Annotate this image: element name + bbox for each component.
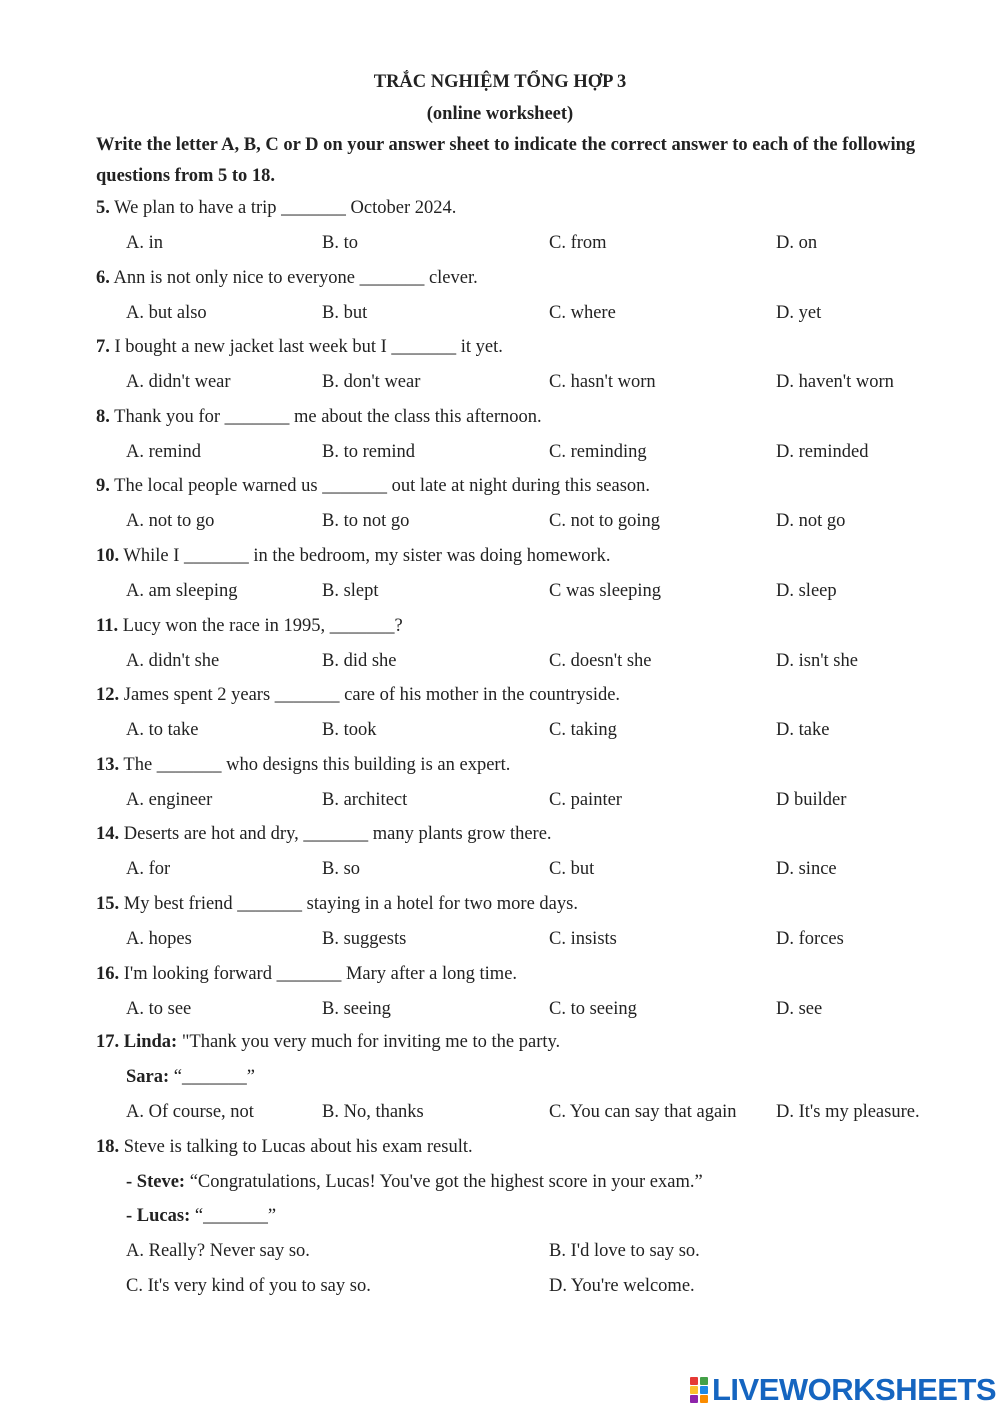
- options-row: [126, 372, 946, 396]
- option-d[interactable]: D. haven't worn: [776, 372, 894, 392]
- options-row: [126, 442, 946, 466]
- dialogue-line-sara: [126, 1067, 255, 1088]
- options-row: [126, 929, 946, 953]
- option-b[interactable]: B. took: [322, 720, 377, 740]
- question-text: Ann is not only nice to everyone _______ clever.: [109, 268, 478, 288]
- question-text: The _______ who designs this building is an expert.: [119, 755, 511, 775]
- dialogue-line-lucas: [126, 1206, 276, 1227]
- option-c[interactable]: C. not to going: [549, 511, 661, 531]
- option-c[interactable]: C. but: [549, 859, 595, 879]
- question-7: [96, 337, 503, 358]
- question-6: [96, 268, 478, 289]
- option-b[interactable]: B. to: [322, 233, 358, 253]
- option-c[interactable]: C. doesn't she: [549, 651, 652, 671]
- speaker-lucas: - Lucas:: [126, 1206, 191, 1226]
- option-a[interactable]: A. didn't wear: [126, 372, 231, 392]
- option-b[interactable]: B. to not go: [322, 511, 410, 531]
- option-b[interactable]: B. I'd love to say so.: [549, 1241, 700, 1261]
- option-b[interactable]: B. but: [322, 303, 368, 323]
- options-row-18a: [126, 1241, 946, 1265]
- question-11: [96, 616, 403, 637]
- instructions: Write the letter A, B, C or D on your answer sheet to indicate the correct answer to each of the following questions from 5 to 18.: [96, 135, 916, 186]
- option-d[interactable]: D. yet: [776, 303, 822, 323]
- question-13: [96, 755, 510, 776]
- option-c[interactable]: C was sleeping: [549, 581, 662, 601]
- worksheet-title: TRẮC NGHIỆM TỔNG HỢP 3: [373, 72, 627, 92]
- question-18: [96, 1137, 473, 1158]
- question-number: 14.: [96, 824, 120, 844]
- option-d[interactable]: D. see: [776, 999, 823, 1019]
- dialogue-line-steve: [126, 1172, 703, 1193]
- options-row-18b: [126, 1276, 946, 1300]
- option-d[interactable]: D. take: [776, 720, 830, 740]
- question-number: 16.: [96, 964, 120, 984]
- option-a[interactable]: A. hopes: [126, 929, 192, 949]
- question-number: 6.: [96, 268, 110, 288]
- speaker-sara: Sara:: [126, 1067, 170, 1087]
- options-row: [126, 233, 946, 257]
- option-b[interactable]: B. don't wear: [322, 372, 421, 392]
- question-number: 5.: [96, 198, 110, 218]
- option-d[interactable]: D. You're welcome.: [549, 1276, 695, 1296]
- question-10: [96, 546, 611, 567]
- speaker-steve: - Steve:: [126, 1172, 186, 1192]
- question-text: Thank you for _______ me about the class this afternoon.: [109, 407, 542, 427]
- options-row: [126, 303, 946, 327]
- option-c[interactable]: C. painter: [549, 790, 622, 810]
- question-text: Deserts are hot and dry, _______ many plants grow there.: [119, 824, 552, 844]
- question-number: 12.: [96, 685, 120, 705]
- option-d[interactable]: D. on: [776, 233, 818, 253]
- question-text: "Thank you very much for inviting me to the party.: [177, 1032, 561, 1052]
- question-15: [96, 894, 578, 915]
- option-d[interactable]: D. sleep: [776, 581, 837, 601]
- options-row-17: [126, 1102, 946, 1126]
- option-b[interactable]: B. to remind: [322, 442, 416, 462]
- options-row: [126, 511, 946, 535]
- option-d[interactable]: D. not go: [776, 511, 846, 531]
- question-14: [96, 824, 552, 845]
- option-c[interactable]: C. reminding: [549, 442, 647, 462]
- question-5: [96, 198, 456, 219]
- question-text: I'm looking forward _______ Mary after a long time.: [119, 964, 518, 984]
- option-a[interactable]: A. Really? Never say so.: [126, 1241, 310, 1261]
- question-number: 7.: [96, 337, 110, 357]
- option-c[interactable]: C. It's very kind of you to say so.: [126, 1276, 371, 1296]
- question-12: [96, 685, 620, 706]
- option-c[interactable]: C. hasn't worn: [549, 372, 656, 392]
- liveworksheets-logo: [690, 1372, 996, 1408]
- question-number: 11.: [96, 616, 119, 636]
- question-text: I bought a new jacket last week but I _______ it yet.: [109, 337, 503, 357]
- question-text: James spent 2 years _______ care of his mother in the countryside.: [119, 685, 621, 705]
- option-d[interactable]: D. reminded: [776, 442, 869, 462]
- question-text: We plan to have a trip _______ October 2024.: [109, 198, 457, 218]
- option-a[interactable]: A. remind: [126, 442, 202, 462]
- option-a[interactable]: A. engineer: [126, 790, 213, 810]
- dialogue-text: “Congratulations, Lucas! You've got the highest score in your exam.”: [185, 1172, 703, 1192]
- option-a[interactable]: A. didn't she: [126, 651, 220, 671]
- question-number: 9.: [96, 476, 110, 496]
- option-a[interactable]: A. Of course, not: [126, 1102, 254, 1122]
- question-number: 17.: [96, 1032, 120, 1052]
- option-b[interactable]: B. did she: [322, 651, 397, 671]
- question-8: [96, 407, 542, 428]
- options-row: [126, 999, 946, 1023]
- options-row: [126, 651, 946, 675]
- question-16: [96, 964, 517, 985]
- dialogue-blank: “_______”: [190, 1206, 277, 1226]
- question-text: Steve is talking to Lucas about his exam result.: [119, 1137, 473, 1157]
- question-text: Lucy won the race in 1995, _______?: [118, 616, 403, 636]
- option-d[interactable]: D. since: [776, 859, 837, 879]
- option-d[interactable]: D. It's my pleasure.: [776, 1102, 920, 1122]
- option-b[interactable]: B. suggests: [322, 929, 407, 949]
- option-a[interactable]: A. not to go: [126, 511, 215, 531]
- speaker-linda: Linda:: [119, 1032, 178, 1052]
- option-a[interactable]: A. in: [126, 233, 163, 253]
- option-a[interactable]: A. to see: [126, 999, 192, 1019]
- option-b[interactable]: B. seeing: [322, 999, 391, 1019]
- dialogue-blank: “_______”: [169, 1067, 255, 1087]
- option-b[interactable]: B. so: [322, 859, 361, 879]
- option-b[interactable]: B. slept: [322, 581, 379, 601]
- question-number: 10.: [96, 546, 120, 566]
- question-text: While I _______ in the bedroom, my sister was doing homework.: [119, 546, 611, 566]
- option-b[interactable]: B. architect: [322, 790, 408, 810]
- option-a[interactable]: A. to take: [126, 720, 199, 740]
- option-c[interactable]: C. taking: [549, 720, 617, 740]
- options-row: [126, 581, 946, 605]
- option-c[interactable]: C. insists: [549, 929, 617, 949]
- option-a[interactable]: A. am sleeping: [126, 581, 238, 601]
- option-c[interactable]: C. to seeing: [549, 999, 637, 1019]
- option-a[interactable]: A. for: [126, 859, 171, 879]
- liveworksheets-logo-icon: [690, 1377, 710, 1403]
- question-17: [96, 1032, 560, 1053]
- option-d[interactable]: D. isn't she: [776, 651, 858, 671]
- question-number: 13.: [96, 755, 120, 775]
- question-number: 8.: [96, 407, 110, 427]
- option-a[interactable]: A. but also: [126, 303, 207, 323]
- options-row: [126, 859, 946, 883]
- option-c[interactable]: C. You can say that again: [549, 1102, 737, 1122]
- question-9: [96, 476, 650, 497]
- option-c[interactable]: C. from: [549, 233, 607, 253]
- question-number: 18.: [96, 1137, 120, 1157]
- options-row: [126, 720, 946, 744]
- option-d[interactable]: D builder: [776, 790, 847, 810]
- option-c[interactable]: C. where: [549, 303, 616, 323]
- options-row: [126, 790, 946, 814]
- question-number: 15.: [96, 894, 120, 914]
- question-text: My best friend _______ staying in a hotel for two more days.: [119, 894, 578, 914]
- option-b[interactable]: B. No, thanks: [322, 1102, 424, 1122]
- question-text: The local people warned us _______ out late at night during this season.: [109, 476, 651, 496]
- liveworksheets-logo-text: LIVEWORKSHEETS: [712, 1372, 997, 1407]
- worksheet-subtitle: (online worksheet): [426, 104, 574, 124]
- option-d[interactable]: D. forces: [776, 929, 844, 949]
